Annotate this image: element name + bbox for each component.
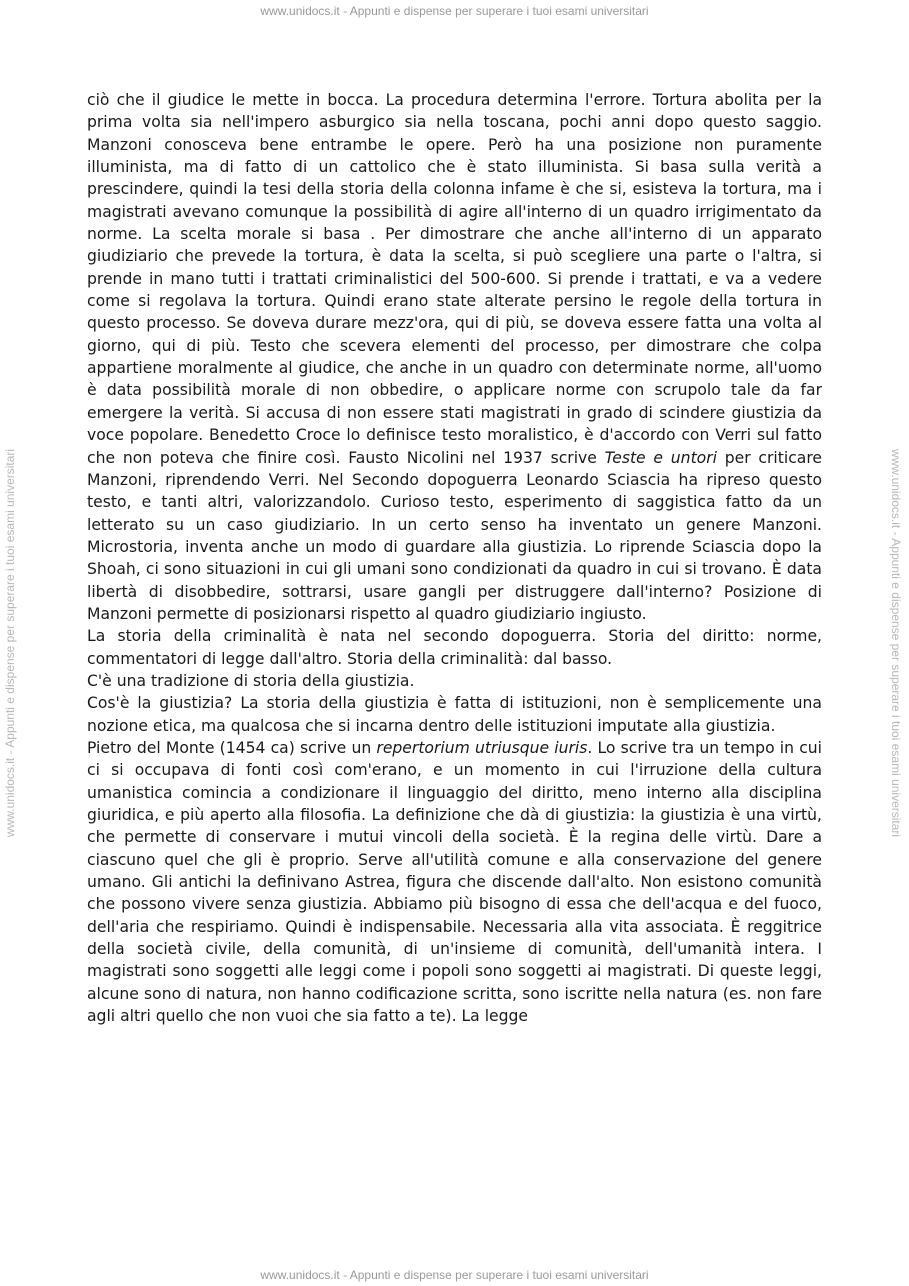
right-side-watermark: www.unidocs.it - Appunti e dispense per superare i tuoi esami universitari	[889, 448, 903, 838]
paragraph-storia-criminalita: La storia della criminalità è nata nel secondo dopoguerra. Storia del diritto: norme, commentatori di legge dall'altro. Storia della criminalità: dal basso.	[87, 627, 822, 668]
work-title-italic: repertorium utriusque iuris	[376, 738, 588, 757]
paragraph-pietro-del-monte	[87, 737, 822, 1027]
paragraph-text: Pietro del Monte (1454 ca) scrive un	[87, 738, 377, 757]
document-body	[87, 89, 822, 1027]
paragraph-text: ciò che il giudice le mette in bocca. La procedura determina l'errore. Tortura abolita per la prima volta sia nell'impero asburgico sia nella toscana, pochi anni dopo questo saggio. Manzoni conosceva bene entrambe le opere. Però ha una posizione non puramente illuminista, ma di fatto di un cattolico che è stato illuminista. Si basa sulla verità a prescindere, quindi la tesi della storia della colonna infame è che si, esisteva la tortura, ma i magistrati avevano comunque la possibilità di agire all'interno di un quadro irrigimentato da norme. La scelta morale si basa . Per dimostrare che anche all'interno di un apparato giudiziario che prevede la tortura, è data la scelta, si può scegliere una parte o l'altra, si prende in mano tutti i trattati criminalistici del 500-600. Si prende i trattati, e va a vedere come si regolava la tortura. Quindi erano state alterate persino le regole della tortura in questo processo. Se doveva durare mezz'ora, qui di più, se doveva essere fatta una volta al giorno, qui di più. Testo che scevera elementi del processo, per dimostrare che colpa appartiene moralmente al giudice, che anche in un quadro con determinate norme, all'uomo è data possibilità morale di non obbedire, o applicare norme con scrupolo tale da far emergere la verità. Si accusa di non essere stati magistrati in grado di scindere giustizia da voce popolare. Benedetto Croce lo definisce testo moralistico, è d'accordo con Verri sul fatto che non poteva che finire così. Fausto Nicolini nel 1937 scrive	[87, 91, 822, 467]
paragraph-cos-e-giustizia: Cos'è la giustizia? La storia della giustizia è fatta di istituzioni, non è semplicemente una nozione etica, ma qualcosa che si incarna dentro delle istituzioni imputate alla giustizia.	[87, 694, 822, 735]
paragraph-text: per criticare Manzoni, riprendendo Verri. Nel Secondo dopoguerra Leonardo Sciascia ha ripreso questo testo, e tanti altri, valorizzandolo. Curioso testo, esperimento di saggistica fatto da un letterato su un caso giudiziario. In un certo senso ha inventato un genere Manzoni. Microstoria, inventa anche un modo di guardare alla giustizia. Lo riprende Sciascia dopo la Shoah, ci sono situazioni in cui gli umani sono condizionati da quadro in cui si trovano. È data libertà di disobbedire, sottrarsi, usare gangli per distruggere dall'interno? Posizione di Manzoni permette di posizionarsi rispetto al quadro giudiziario ingiusto.	[87, 448, 822, 623]
paragraph-tradizione: C'è una tradizione di storia della giustizia.	[87, 671, 415, 690]
paragraph-colonna-infame	[87, 89, 822, 625]
footer-watermark: www.unidocs.it - Appunti e dispense per superare i tuoi esami universitari	[260, 1268, 649, 1282]
paragraph-text: . Lo scrive tra un tempo in cui ci si occupava di fonti così com'erano, e un momento in cui l'irruzione della cultura umanistica comincia a condizionare il linguaggio del diritto, meno interno alla disciplina giuridica, e più aperto alla filosofia. La definizione che dà di giustizia: la giustizia è una virtù, che permette di conservare i mutui vincoli della società. È la regina delle virtù. Dare a ciascuno quel che gli è proprio. Serve all'utilità comune e alla conservazione del genere umano. Gli antichi la definivano Astrea, figura che discende dall'alto. Non esistono comunità che possono vivere senza giustizia. Abbiamo più bisogno di essa che dell'acqua e del fuoco, dell'aria che respiriamo. Quindi è indispensabile. Necessaria alla vita associata. È reggitrice della società civile, della comunità, di un'insieme di comunità, dell'umanità intera. I magistrati sono soggetti alle leggi come i popoli sono soggetti ai magistrati. Di queste leggi, alcune sono di natura, non hanno codificazione scritta, sono iscritte nella natura (es. non fare agli altri quello che non vuoi che sia fatto a te). La legge	[87, 738, 822, 1026]
header-watermark: www.unidocs.it - Appunti e dispense per superare i tuoi esami universitari	[260, 4, 649, 18]
left-side-watermark: www.unidocs.it - Appunti e dispense per superare i tuoi esami universitari	[3, 448, 17, 838]
book-title-italic: Teste e untori	[604, 448, 717, 467]
